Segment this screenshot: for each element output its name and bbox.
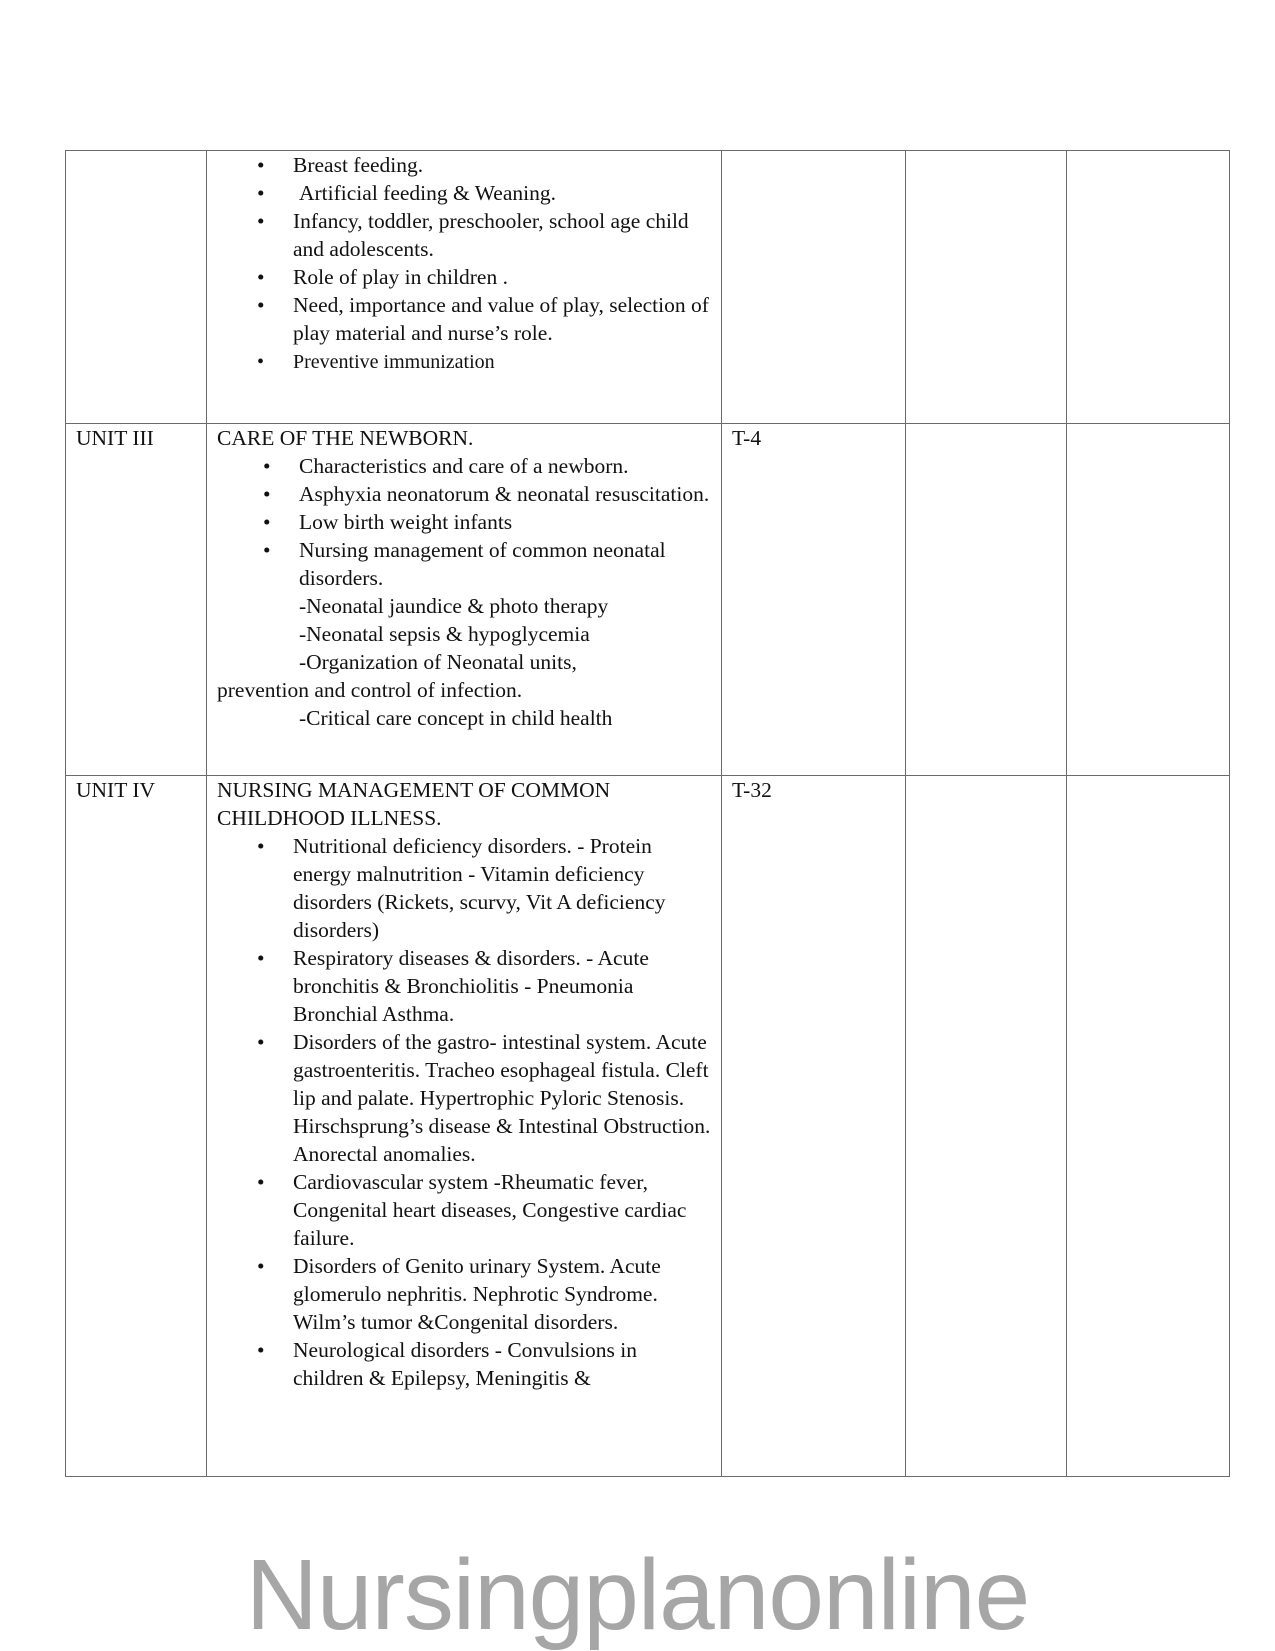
list-item: • Neurological disorders - Convulsions in children & Epilepsy, Meningitis & (293, 1336, 711, 1392)
unit-label: UNIT III (66, 424, 207, 776)
empty-cell (906, 151, 1067, 424)
list-item: • Role of play in children . (293, 263, 711, 291)
list-item: • Nutritional deficiency disorders. - Protein energy malnutrition - Vitamin deficiency disorders (Rickets, scurvy, Vit A deficiency disorders) (293, 832, 711, 944)
table-row-unit-ii-continued (66, 151, 1230, 424)
list-item: • Need, importance and value of play, selection of play material and nurse’s role. (293, 291, 711, 347)
unit-cell (66, 151, 207, 424)
list-item: • Low birth weight infants (299, 508, 711, 536)
hours-cell (722, 151, 906, 424)
empty-cell (1067, 424, 1230, 776)
list-item: • Breast feeding. (293, 151, 711, 179)
empty-cell (1067, 776, 1230, 1477)
unit-heading: CARE OF THE NEWBORN. (217, 426, 474, 450)
list-item: • Cardiovascular system -Rheumatic fever, Congenital heart diseases, Congestive cardiac failure. (293, 1168, 711, 1252)
empty-cell (906, 776, 1067, 1477)
empty-cell (906, 424, 1067, 776)
sub-item: -Organization of Neonatal units, (299, 650, 577, 674)
list-item: • Asphyxia neonatorum & neonatal resuscitation. (299, 480, 711, 508)
sub-item: prevention and control of infection. (217, 678, 523, 702)
hours-label: T-32 (722, 776, 906, 1477)
table-row-unit-iv (66, 776, 1230, 1477)
syllabus-table (65, 150, 1230, 1477)
sub-item: -Neonatal jaundice & photo therapy (299, 594, 609, 618)
list-item: • Respiratory diseases & disorders. - Acute bronchitis & Bronchiolitis - Pneumonia Bronchial Asthma. (293, 944, 711, 1028)
unit-heading: NURSING MANAGEMENT OF COMMON CHILDHOOD ILLNESS. (217, 778, 611, 830)
table-row-unit-iii (66, 424, 1230, 776)
list-item: • Nursing management of common neonatal disorders. (299, 536, 711, 592)
list-item: • Preventive immunization (293, 347, 711, 377)
content-cell (207, 151, 722, 424)
list-item: • Infancy, toddler, preschooler, school age child and adolescents. (293, 207, 711, 263)
list-item: • Artificial feeding & Weaning. (293, 179, 711, 207)
list-item: • Disorders of the gastro- intestinal system. Acute gastroenteritis. Tracheo esophageal fistula. Cleft lip and palate. Hypertrophic Pyloric Stenosis. Hirschsprung’s disease & Intestinal Obstruction. Anorectal anomalies. (293, 1028, 711, 1168)
bullet-list (217, 452, 711, 592)
bullet-list (217, 832, 711, 1392)
hours-label: T-4 (722, 424, 906, 776)
empty-cell (1067, 151, 1230, 424)
list-item: • Disorders of Genito urinary System. Acute glomerulo nephritis. Nephrotic Syndrome. Wilm’s tumor &Congenital disorders. (293, 1252, 711, 1336)
unit-label: UNIT IV (66, 776, 207, 1477)
content-cell (207, 424, 722, 776)
sub-item: -Critical care concept in child health (299, 706, 613, 730)
list-item: • Characteristics and care of a newborn. (299, 452, 711, 480)
bullet-list (217, 151, 711, 377)
sub-item: -Neonatal sepsis & hypoglycemia (299, 622, 590, 646)
content-cell (207, 776, 722, 1477)
watermark-text: Nursingplanonline (245, 1539, 1030, 1651)
